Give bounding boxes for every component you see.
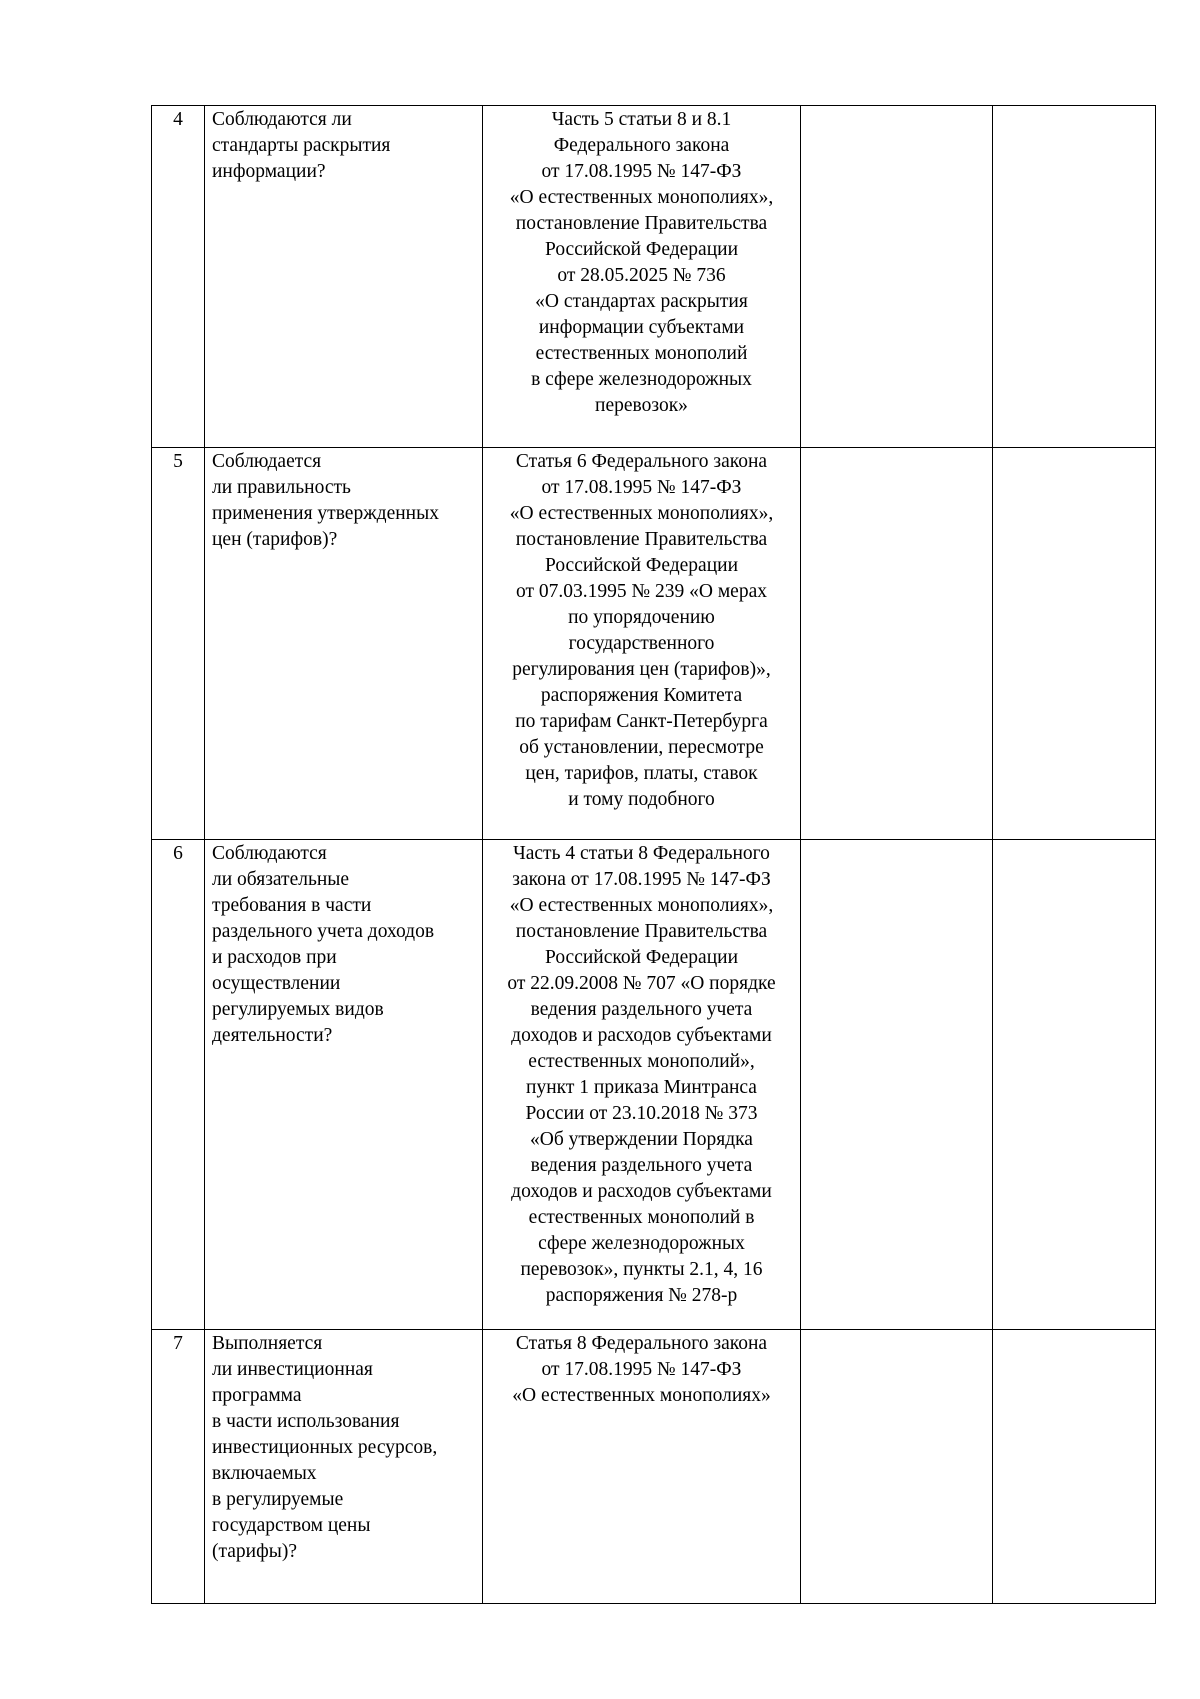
legal-basis-cell: [483, 448, 801, 840]
answer-cell: [801, 106, 993, 448]
question-text: Соблюдаются ли обязательные требования в части раздельного учета доходов и расходов при осуществлении регулируемых видов деятельности?: [212, 843, 435, 1046]
table-row: [152, 448, 1156, 840]
checklist-table: [151, 105, 1156, 1604]
question-cell: [205, 106, 483, 448]
legal-basis-cell: [483, 1330, 801, 1604]
answer-cell: [801, 1330, 993, 1604]
note-cell: [993, 448, 1156, 840]
table-row: [152, 1330, 1156, 1604]
legal-basis-cell: [483, 106, 801, 448]
question-cell: [205, 448, 483, 840]
row-number: 4: [152, 106, 205, 448]
legal-basis-cell: [483, 840, 801, 1330]
row-number: 7: [152, 1330, 205, 1604]
question-cell: [205, 1330, 483, 1604]
table-row: [152, 840, 1156, 1330]
row-number: 5: [152, 448, 205, 840]
question-text: Соблюдается ли правильность применения утвержденных цен (тарифов)?: [212, 451, 439, 550]
legal-basis-text: Статья 8 Федерального закона от 17.08.1995 № 147-ФЗ «О естественных монополиях»: [512, 1333, 771, 1406]
legal-basis-text: Статья 6 Федерального закона от 17.08.1995 № 147-ФЗ «О естественных монополиях», постановление Правительства Российской Федерации от 07.03.1995 № 239 «О мерах по упорядочению государственного регулирования цен (тарифов)», распоряжения Комитета по тарифам Санкт-Петербурга об установлении, пересмотре цен, тарифов, платы, ставок и тому подобного: [509, 451, 774, 810]
answer-cell: [801, 840, 993, 1330]
answer-cell: [801, 448, 993, 840]
row-number: 6: [152, 840, 205, 1330]
question-cell: [205, 840, 483, 1330]
note-cell: [993, 1330, 1156, 1604]
note-cell: [993, 840, 1156, 1330]
note-cell: [993, 106, 1156, 448]
legal-basis-text: Часть 4 статьи 8 Федерального закона от 17.08.1995 № 147-ФЗ «О естественных монополиях», постановление Правительства Российской Федерации от 22.09.2008 № 707 «О порядке ведения раздельного учета доходов и расходов субъектами естественных монополий», пункт 1 приказа Минтранса России от 23.10.2018 № 373 «Об утверждении Порядка ведения раздельного учета доходов и расходов субъектами естественных монополий в сфере железнодорожных перевозок», пункты 2.1, 4, 16 распоряжения № 278-р: [507, 843, 776, 1306]
table-row: [152, 106, 1156, 448]
question-text: Выполняется ли инвестиционная программа в части использования инвестиционных ресурсов, включаемых в регулируемые государством цены (тарифы)?: [212, 1333, 438, 1562]
legal-basis-text: Часть 5 статьи 8 и 8.1 Федерального закона от 17.08.1995 № 147-ФЗ «О естественных монополиях», постановление Правительства Российской Федерации от 28.05.2025 № 736 «О стандартах раскрытия информации субъектами естественных монополий в сфере железнодорожных перевозок»: [509, 109, 774, 416]
question-text: Соблюдаются ли стандарты раскрытия информации?: [212, 109, 391, 182]
